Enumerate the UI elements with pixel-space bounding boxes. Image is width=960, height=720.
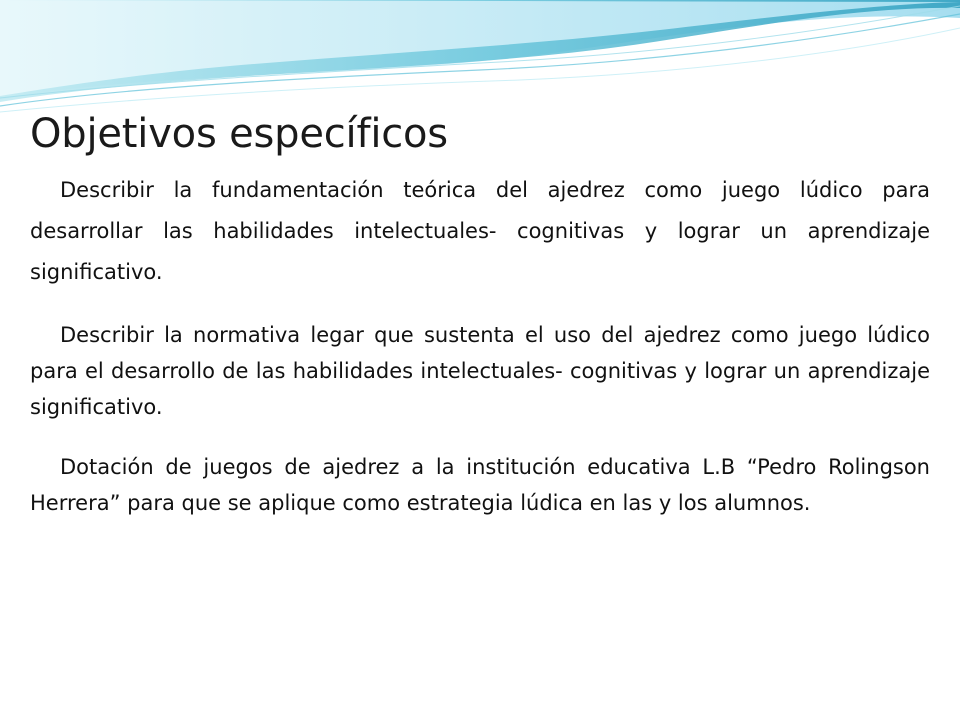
- objective-item-1: Describir la fundamentación teórica del ajedrez como juego lúdico para desarrollar las habilidades intelectuales- cognitivas y lograr un aprendizaje significativo.: [30, 178, 930, 284]
- header-wave-decoration: [0, 0, 960, 120]
- objective-item-3: Dotación de juegos de ajedrez a la institución educativa L.B “Pedro Rolingson Herrera” para que se aplique como estrategia lúdica en las y los alumnos.: [30, 455, 930, 515]
- objectives-body: [30, 170, 930, 545]
- slide-title: Objetivos específicos: [30, 111, 448, 157]
- objective-item-2: Describir la normativa legar que sustenta el uso del ajedrez como juego lúdico para el desarrollo de las habilidades intelectuales- cognitivas y lograr un aprendizaje significativo.: [30, 323, 930, 419]
